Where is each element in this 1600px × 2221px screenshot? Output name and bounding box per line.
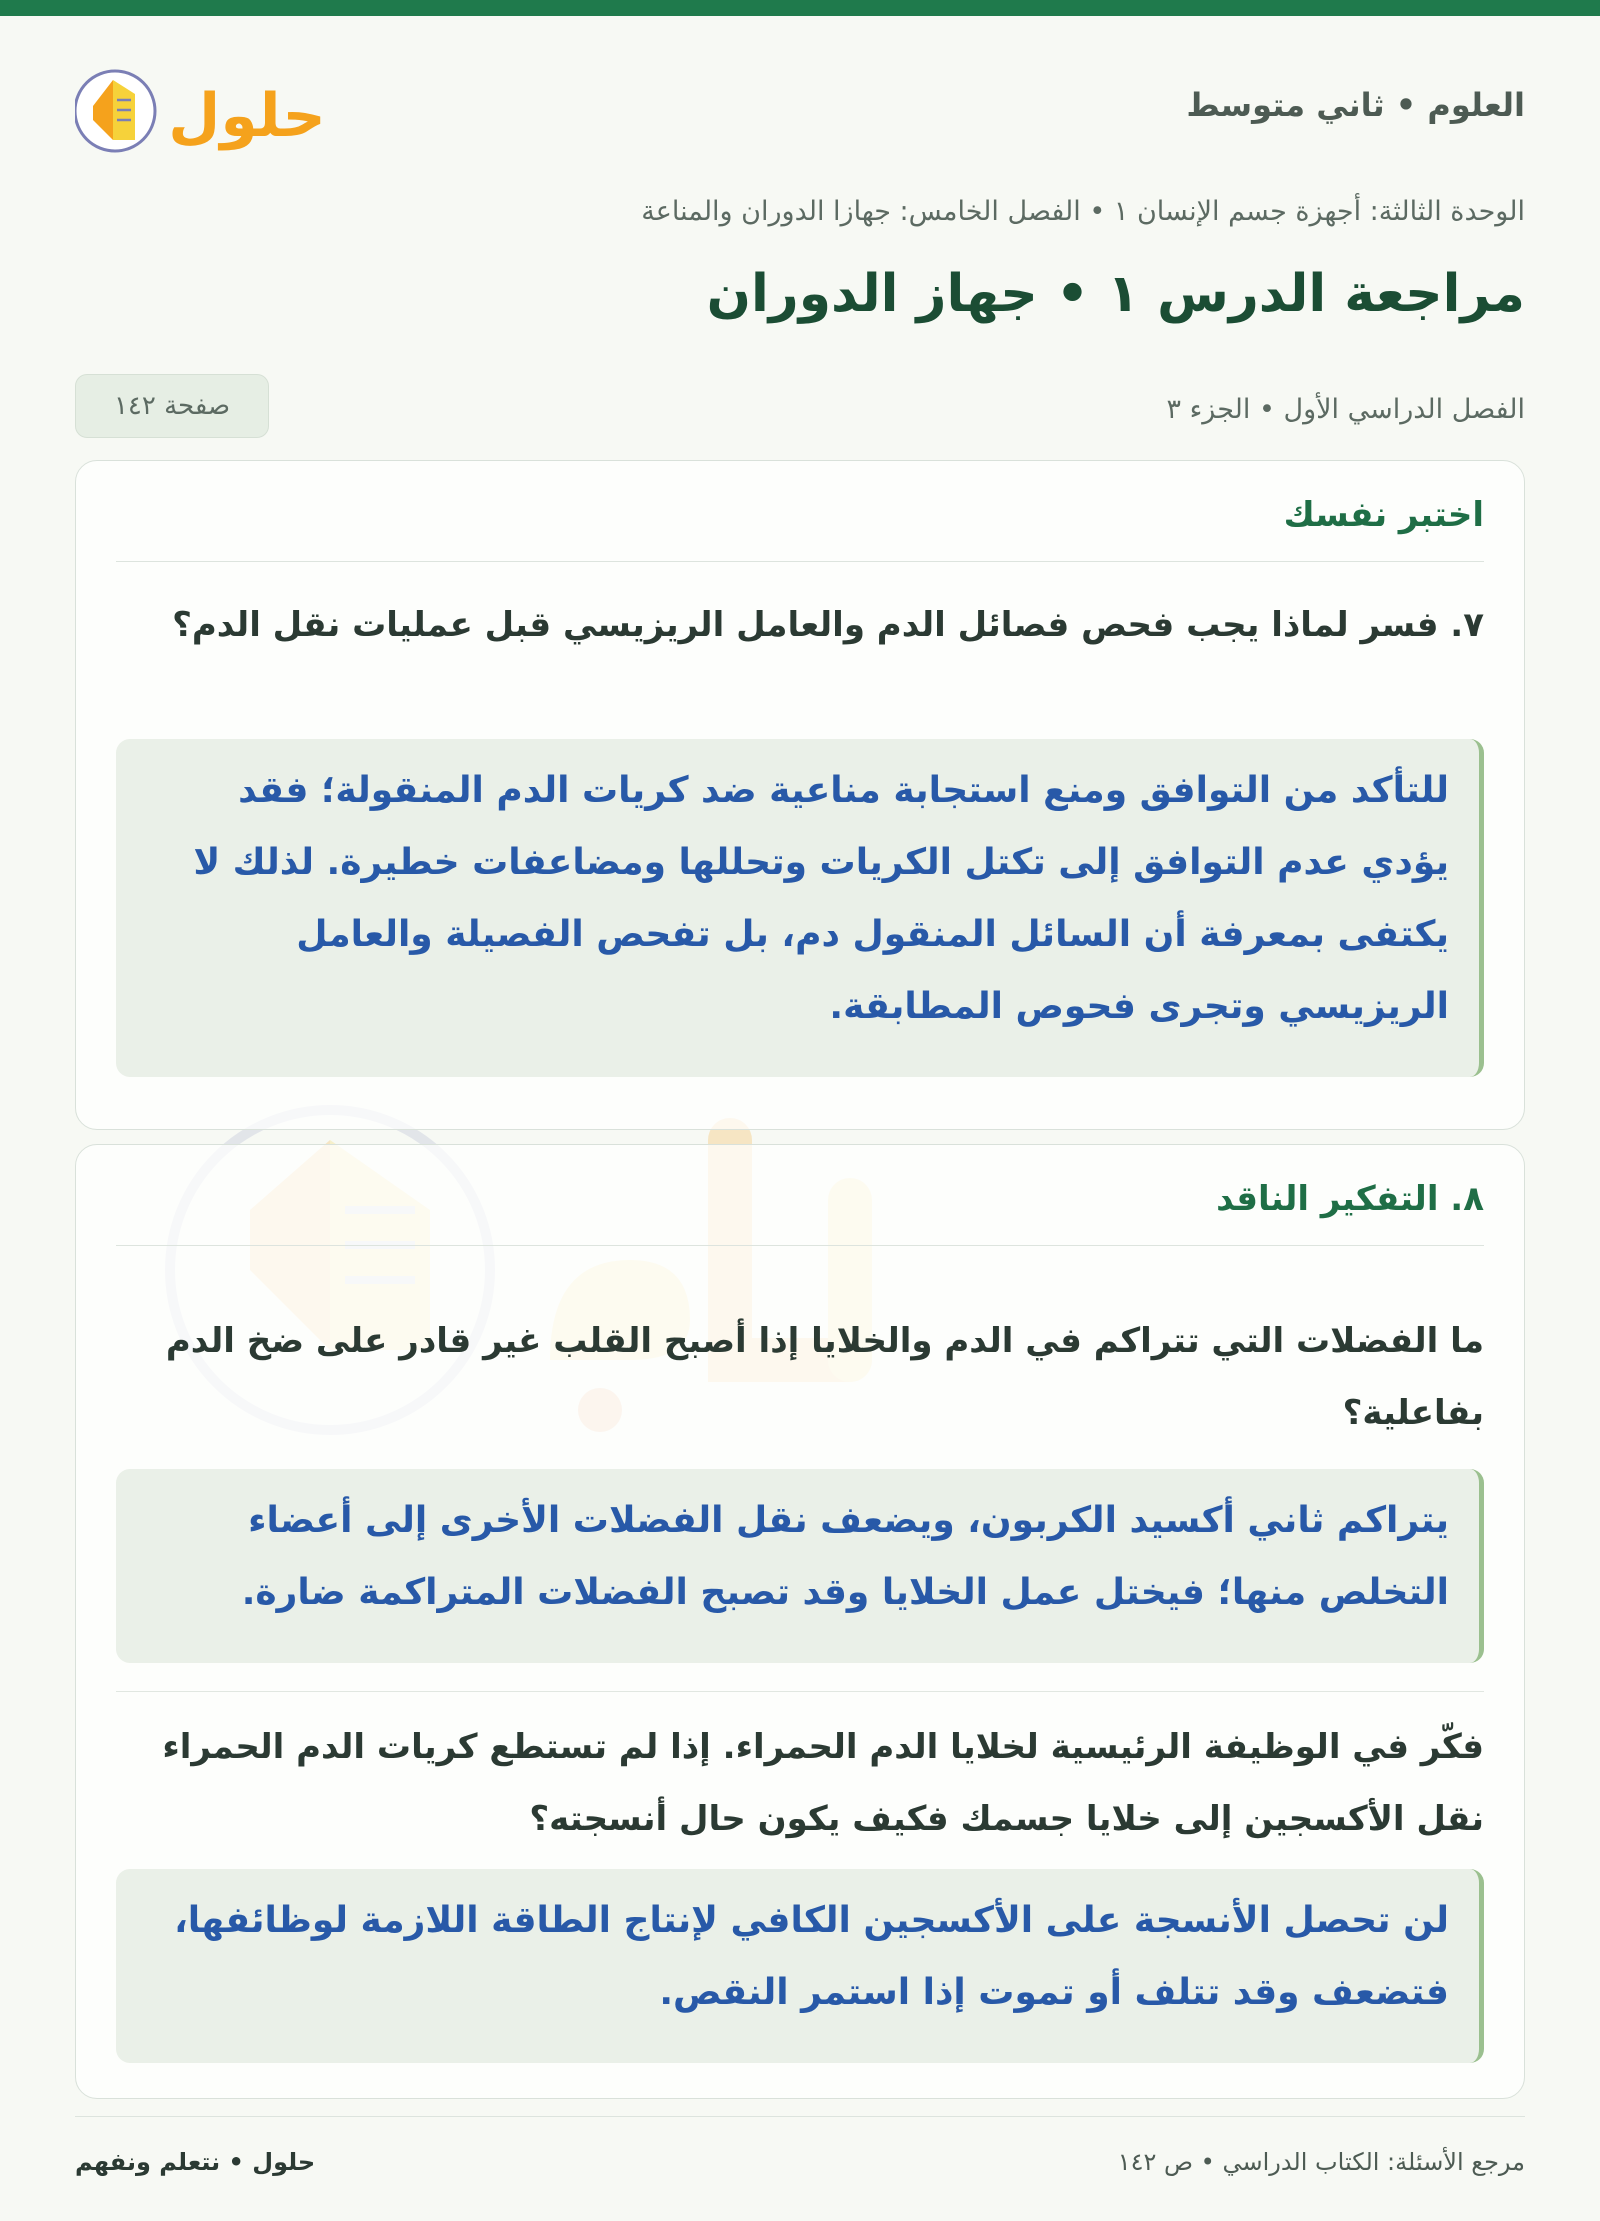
page-number-badge: صفحة ١٤٢	[75, 374, 269, 438]
top-accent-bar	[0, 0, 1600, 16]
subject-label: العلوم • ثاني متوسط	[1186, 86, 1525, 124]
answer-8b: لن تحصل الأنسجة على الأكسجين الكافي لإنتاج الطاقة اللازمة لوظائفها، فتضعف وقد تتلف أو تموت إذا استمر النقص.	[116, 1869, 1484, 2063]
divider	[116, 1691, 1484, 1692]
answer-7: للتأكد من التوافق ومنع استجابة مناعية ضد كريات الدم المنقولة؛ فقد يؤدي عدم التوافق إلى تكتل الكريات وتحللها ومضاعفات خطيرة. لذلك لا يكتفى بمعرفة أن السائل المنقول دم، بل تفحص الفصيلة والعامل الريزيسي وتجرى فحوص المطابقة.	[116, 739, 1484, 1077]
question-8a: ما الفضلات التي تتراكم في الدم والخلايا إذا أصبح القلب غير قادر على ضخ الدم بفاعلية؟	[165, 1321, 1484, 1433]
page-title: مراجعة الدرس ١ • جهاز الدوران	[706, 264, 1525, 324]
logo-text: حلول	[168, 81, 326, 151]
header	[75, 16, 1525, 176]
answer-8a: يتراكم ثاني أكسيد الكربون، ويضعف نقل الفضلات الأخرى إلى أعضاء التخلص منها؛ فيختل عمل الخلايا وقد تصبح الفضلات المتراكمة ضارة.	[116, 1469, 1484, 1663]
semester-meta: الفصل الدراسي الأول • الجزء ٣	[1166, 394, 1525, 425]
hulul-logo[interactable]	[75, 54, 335, 164]
critical-thinking-card	[75, 1144, 1525, 2099]
question-8b: فكّر في الوظيفة الرئيسية لخلايا الدم الحمراء. إذا لم تستطع كريات الدم الحمراء نقل الأكسجين إلى خلايا جسمك فكيف يكون حال أنسجته؟	[162, 1727, 1484, 1839]
footer-divider	[75, 2116, 1525, 2117]
footer-reference: مرجع الأسئلة: الكتاب الدراسي • ص ١٤٢	[1117, 2148, 1525, 2176]
breadcrumb: الوحدة الثالثة: أجهزة جسم الإنسان ١ • الفصل الخامس: جهازا الدوران والمناعة	[641, 196, 1525, 227]
section-heading: ٨. التفكير الناقد	[116, 1179, 1484, 1246]
question-7: ٧. فسر لماذا يجب فحص فصائل الدم والعامل الريزيسي قبل عمليات نقل الدم؟	[172, 605, 1484, 645]
page	[75, 16, 1525, 2013]
footer-brand: حلول • نتعلم ونفهم	[75, 2148, 316, 2176]
self-test-card	[75, 460, 1525, 1130]
section-heading: اختبر نفسك	[116, 495, 1484, 562]
